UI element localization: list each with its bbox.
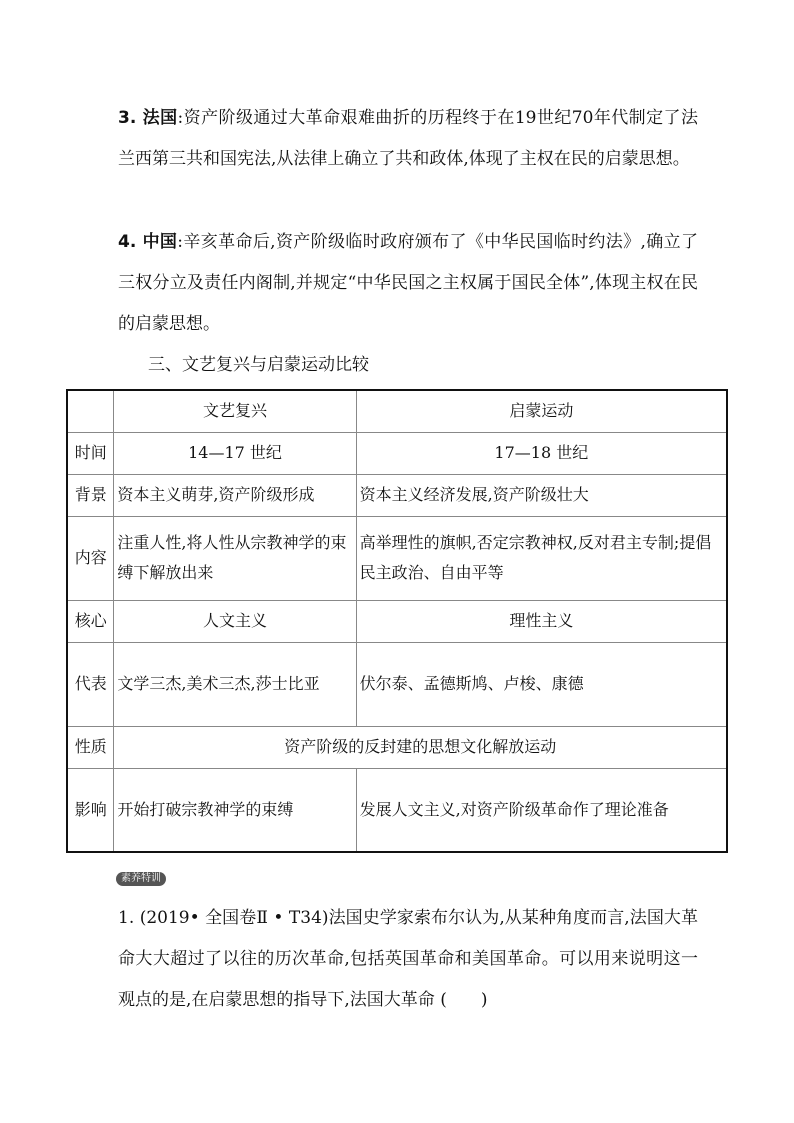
- table-cell: 资本主义经济发展,资产阶级壮大: [356, 474, 727, 516]
- table-cell: 人文主义: [114, 600, 356, 642]
- table-header-cell: [67, 390, 114, 432]
- table-row: [67, 432, 727, 474]
- table-row: [67, 516, 727, 600]
- table-cell: 14—17 世纪: [114, 432, 356, 474]
- table-header-cell: 文艺复兴: [114, 390, 356, 432]
- table-cell: 高举理性的旗帜,否定宗教神权,反对君主专制;提倡民主政治、自由平等: [356, 516, 727, 600]
- row-label: 时间: [67, 432, 114, 474]
- paragraph-label: 4. 中国: [118, 232, 178, 252]
- row-label: 背景: [67, 474, 114, 516]
- table-header-row: [67, 390, 727, 432]
- table-row: [67, 726, 727, 768]
- table-cell: 注重人性,将人性从宗教神学的束缚下解放出来: [114, 516, 356, 600]
- table-cell: 理性主义: [356, 600, 727, 642]
- table-row: [67, 768, 727, 852]
- section-title: 三、文艺复兴与启蒙运动比较: [148, 355, 369, 375]
- paragraph-china: [118, 222, 698, 345]
- row-label: 代表: [67, 642, 114, 726]
- table-cell: 伏尔泰、孟德斯鸠、卢梭、康德: [356, 642, 727, 726]
- row-label: 性质: [67, 726, 114, 768]
- table-cell: 文学三杰,美术三杰,莎士比亚: [114, 642, 356, 726]
- table-row: [67, 474, 727, 516]
- table-cell: 开始打破宗教神学的束缚: [114, 768, 356, 852]
- table-cell: 资产阶级的反封建的思想文化解放运动: [114, 726, 727, 768]
- row-label: 内容: [67, 516, 114, 600]
- question-text: 1. (2019• 全国卷Ⅱ • T34)法国史学家索布尔认为,从某种角度而言,法国大革命大大超过了以往的历次革命,包括英国革命和美国革命。可以用来说明这一观点的是,在启蒙思想的指导下,法国大革命 ( ): [118, 908, 698, 1010]
- comparison-table: [66, 389, 728, 853]
- paragraph-label: 3. 法国: [118, 108, 178, 128]
- table-row: [67, 642, 727, 726]
- paragraph-france: [118, 98, 698, 180]
- paragraph-text: :资产阶级通过大革命艰难曲折的历程终于在19世纪70年代制定了法兰西第三共和国宪法,从法律上确立了共和政体,体现了主权在民的启蒙思想。: [118, 108, 698, 169]
- table-cell: 发展人文主义,对资产阶级革命作了理论准备: [356, 768, 727, 852]
- section-badge: 素养特训: [116, 872, 166, 886]
- row-label: 影响: [67, 768, 114, 852]
- table-cell: 资本主义萌芽,资产阶级形成: [114, 474, 356, 516]
- row-label: 核心: [67, 600, 114, 642]
- paragraph-text: :辛亥革命后,资产阶级临时政府颁布了《中华民国临时约法》,确立了三权分立及责任内阁制,并规定“中华民国之主权属于国民全体”,体现主权在民的启蒙思想。: [118, 232, 698, 334]
- table-cell: 17—18 世纪: [356, 432, 727, 474]
- table-header-cell: 启蒙运动: [356, 390, 727, 432]
- table-row: [67, 600, 727, 642]
